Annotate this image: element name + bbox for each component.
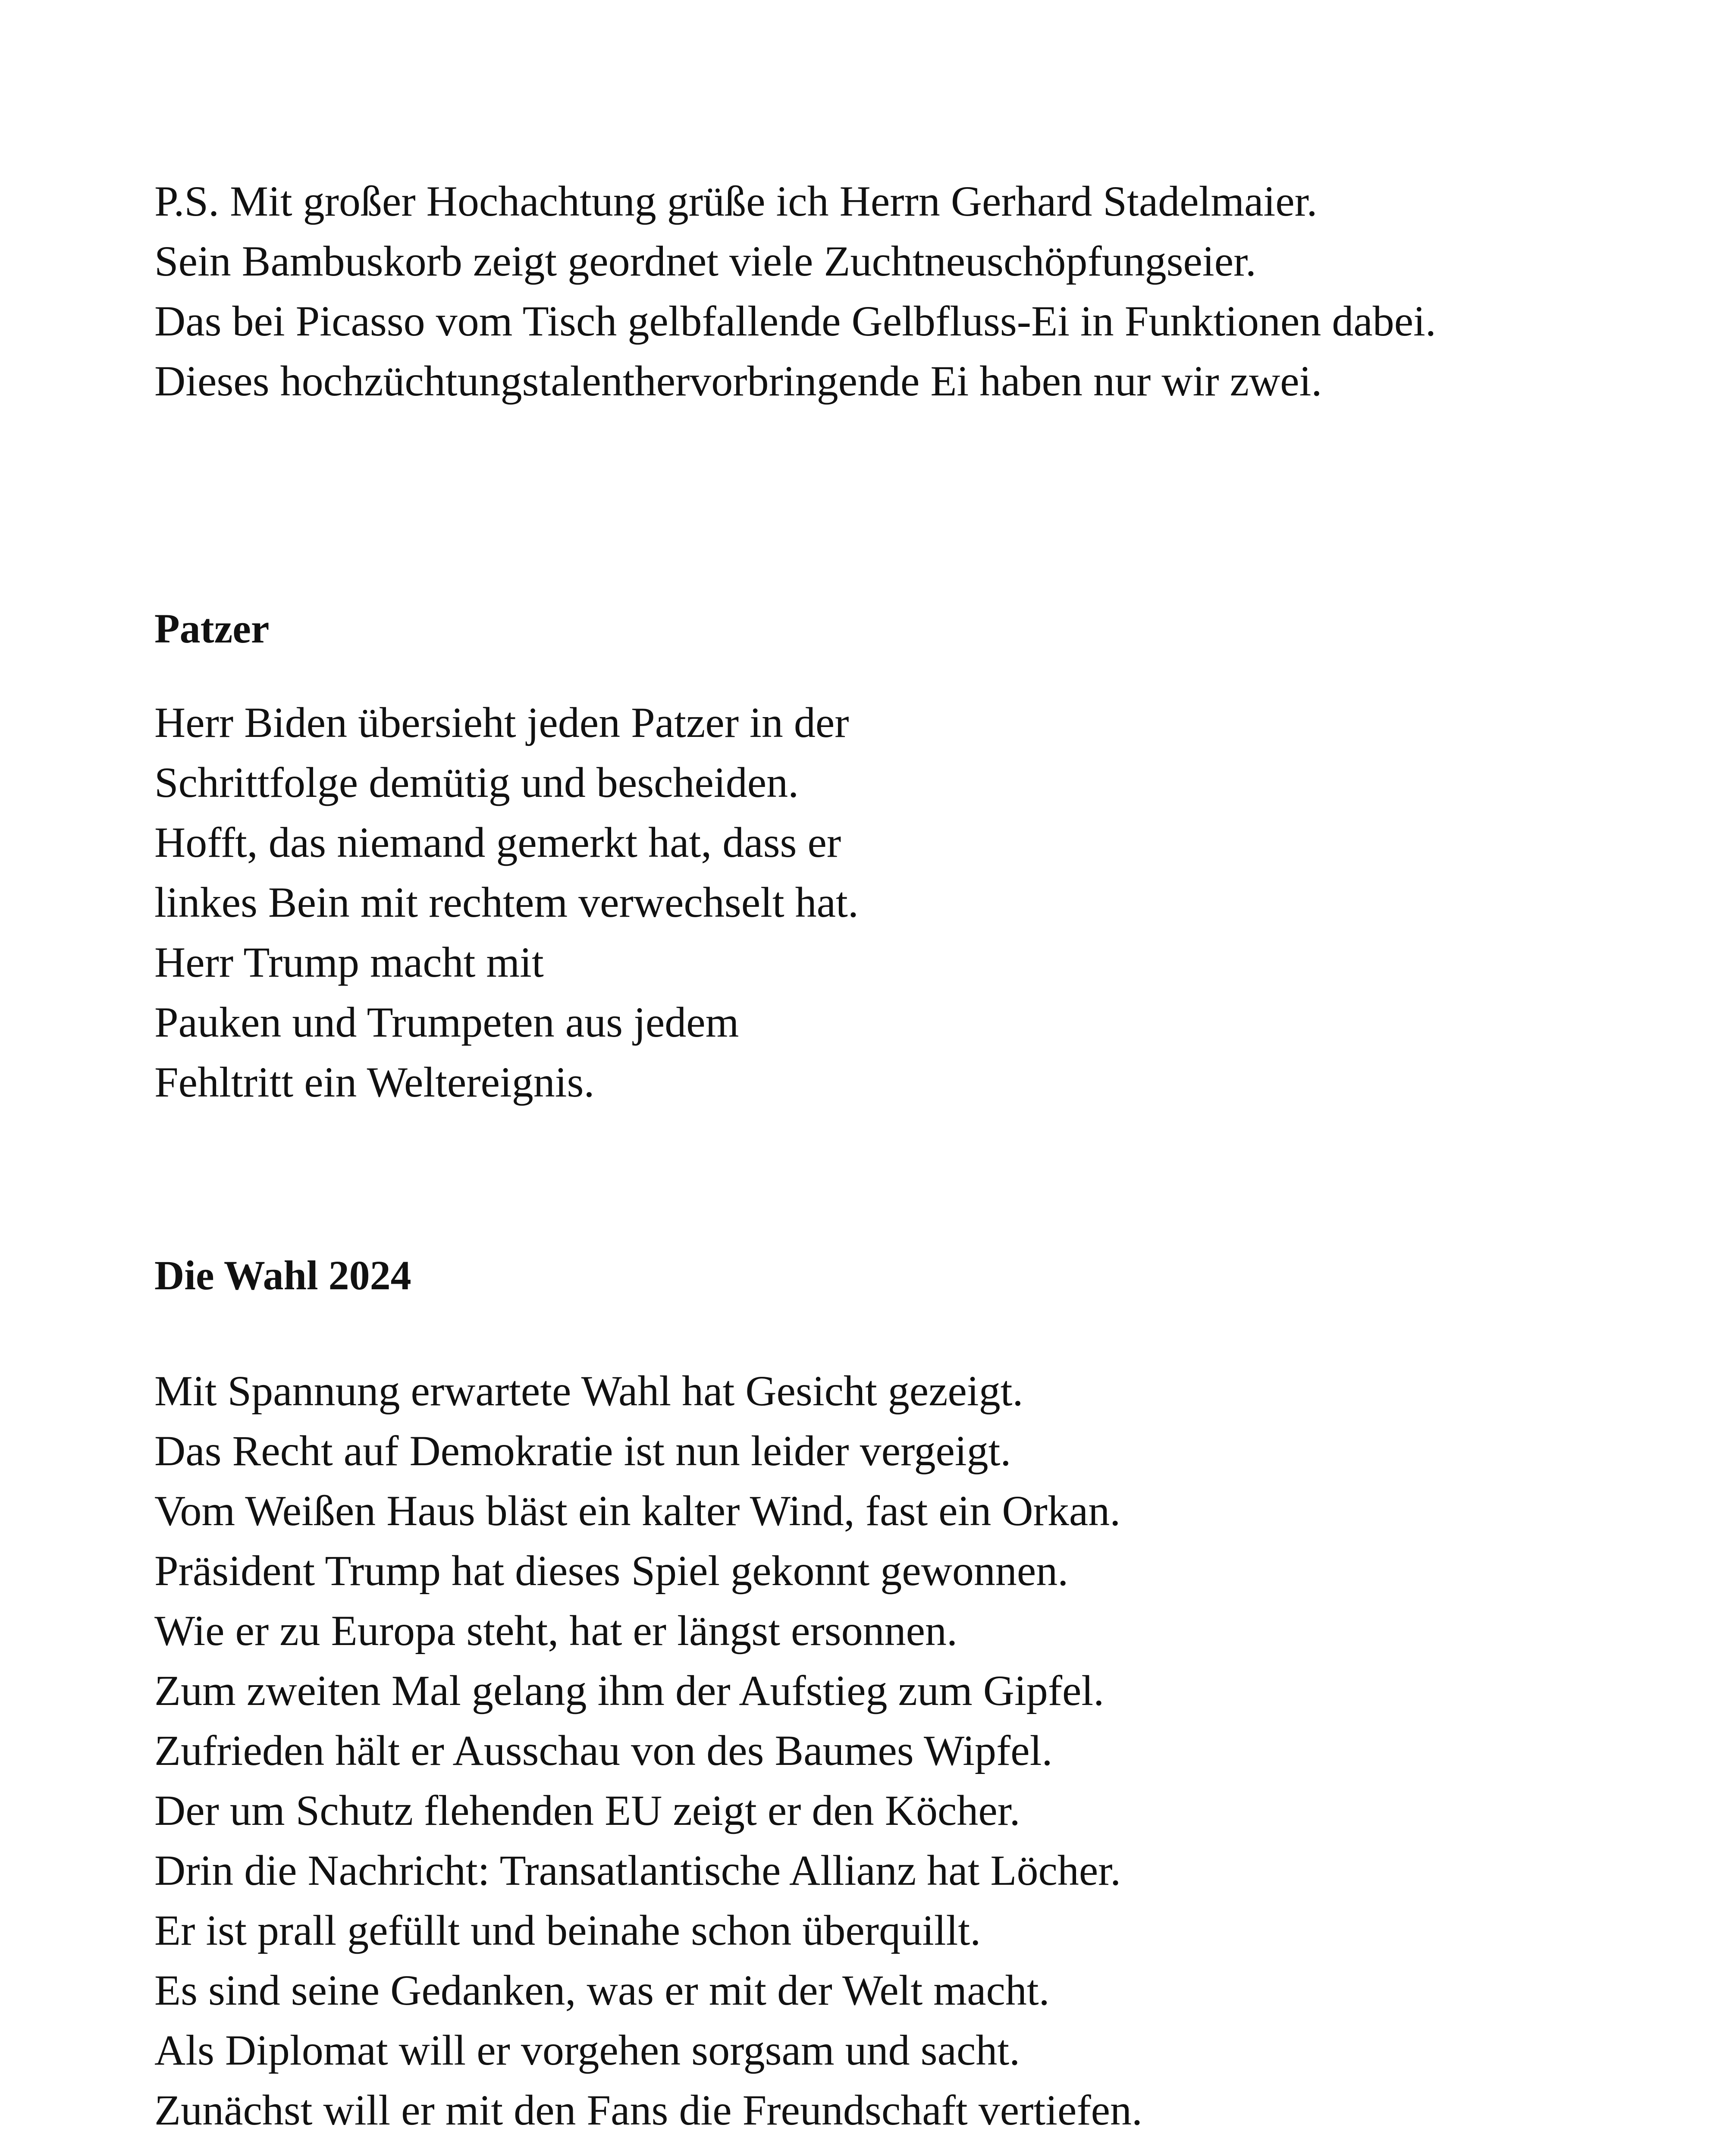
poem-line: Zufrieden hält er Ausschau von des Baumes Wipfel. — [154, 1727, 1053, 1774]
poem-line: Wie er zu Europa steht, hat er längst ersonnen. — [154, 1607, 957, 1655]
poem-line: Schrittfolge demütig und bescheiden. — [154, 758, 799, 806]
patzer-section-heading — [154, 599, 1621, 658]
poem-line: Mit Spannung erwartete Wahl hat Gesicht gezeigt. — [154, 1367, 1023, 1415]
postscript-line: Dieses hochzüchtungstalenthervorbringende Ei haben nur wir zwei. — [154, 357, 1322, 405]
poem-line: Das Recht auf Demokratie ist nun leider vergeigt. — [154, 1427, 1011, 1475]
poem-line: Er ist prall gefüllt und beinahe schon überquillt. — [154, 1906, 981, 1954]
postscript-line: Sein Bambuskorb zeigt geordnet viele Zuchtneuschöpfungseier. — [154, 237, 1256, 285]
poem-line: Es sind seine Gedanken, was er mit der Welt macht. — [154, 1966, 1050, 2014]
poem-line: Hofft, das niemand gemerkt hat, dass er — [154, 818, 841, 866]
poem-line: Fehltritt ein Weltereignis. — [154, 1058, 595, 1106]
poem-line: Präsident Trump hat dieses Spiel gekonnt gewonnen. — [154, 1547, 1069, 1595]
poem-line: linkes Bein mit rechtem verwechselt hat. — [154, 878, 859, 926]
poem-line: Zunächst will er mit den Fans die Freundschaft vertiefen. — [154, 2086, 1143, 2134]
wahl-section-heading — [154, 1245, 1621, 1305]
poem-line: Herr Trump macht mit — [154, 938, 544, 986]
postscript-stanza — [154, 171, 1621, 411]
postscript-line: P.S. Mit großer Hochachtung grüße ich Herrn Gerhard Stadelmaier. — [154, 177, 1318, 225]
wahl-title: Die Wahl 2024 — [154, 1252, 411, 1298]
poem-line: Vom Weißen Haus bläst ein kalter Wind, fast ein Orkan. — [154, 1487, 1121, 1535]
patzer-poem — [154, 693, 1621, 1112]
poem-line: Als Diplomat will er vorgehen sorgsam und sacht. — [154, 2026, 1020, 2074]
poem-line: Pauken und Trumpeten aus jedem — [154, 998, 739, 1046]
poem-line: Der um Schutz flehenden EU zeigt er den Köcher. — [154, 1786, 1020, 1834]
poem-line: Zum zweiten Mal gelang ihm der Aufstieg zum Gipfel. — [154, 1667, 1104, 1714]
poem-line: Drin die Nachricht: Transatlantische Allianz hat Löcher. — [154, 1846, 1121, 1894]
poem-line: Herr Biden übersieht jeden Patzer in der — [154, 699, 849, 746]
postscript-line: Das bei Picasso vom Tisch gelbfallende Gelbfluss-Ei in Funktionen dabei. — [154, 297, 1436, 345]
wahl-poem — [154, 1361, 1621, 2140]
patzer-title: Patzer — [154, 605, 270, 652]
